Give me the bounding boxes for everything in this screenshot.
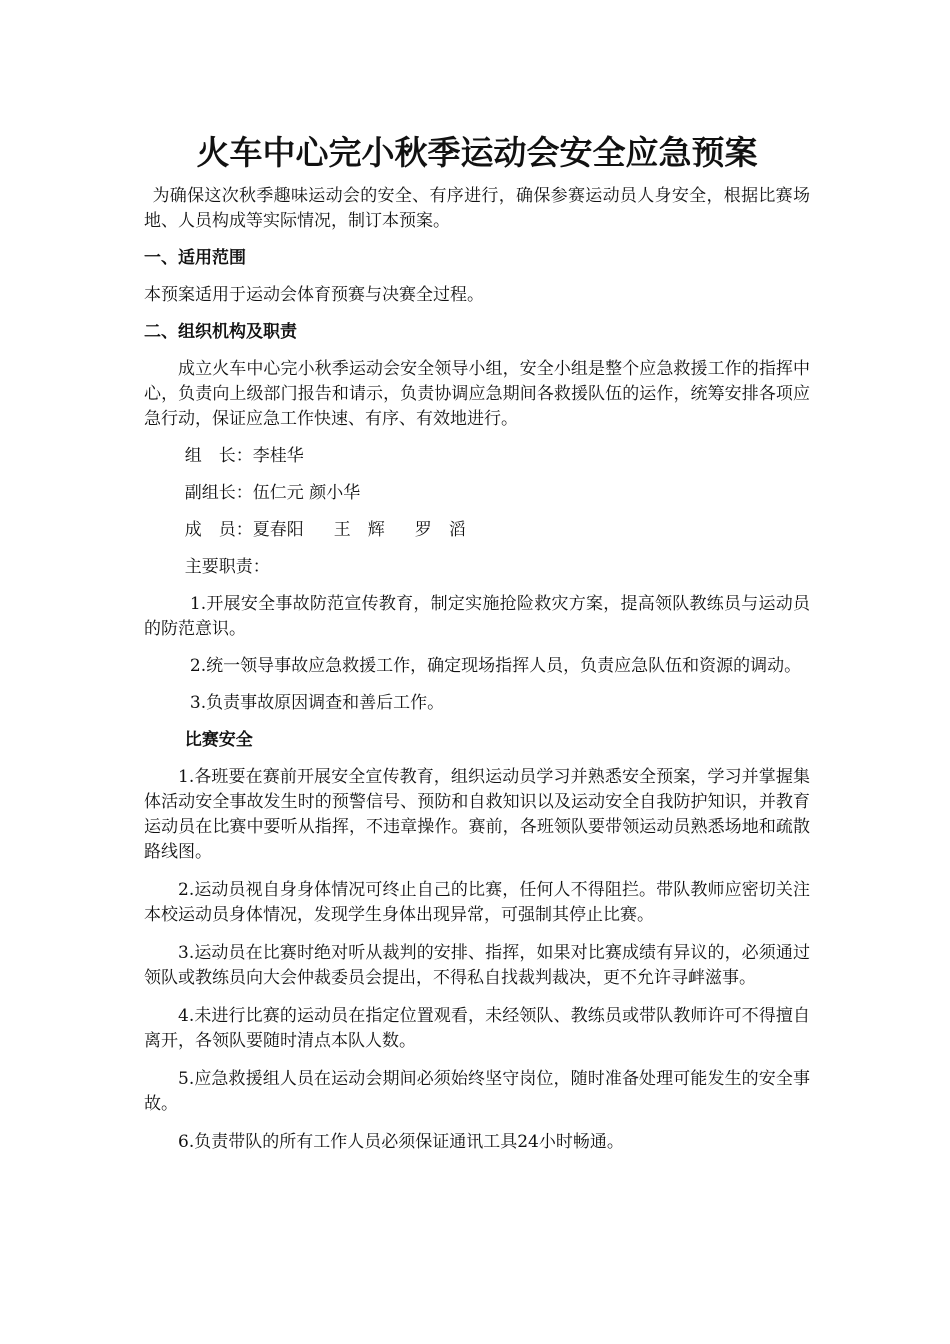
- intro-paragraph: 为确保这次秋季趣味运动会的安全、有序进行，确保参赛运动员人身安全，根据比赛场地、人员构成等实际情况，制订本预案。: [144, 186, 810, 231]
- member-name: 王 辉: [333, 520, 385, 540]
- members-label: 成 员：: [184, 520, 253, 540]
- section-heading-competition-safety: 比赛安全: [184, 730, 253, 750]
- competition-item: 2.运动员视自身身体情况可终止自己的比赛，任何人不得阻拦。带队教师应密切关注本校运动员身体情况，发现学生身体出现异常，可强制其停止比赛。: [144, 880, 810, 925]
- document-page: [144, 128, 810, 1155]
- duty-item: 2.统一领导事故应急救援工作，确定现场指挥人员，负责应急队伍和资源的调动。: [189, 656, 802, 676]
- competition-item: 6.负责带队的所有工作人员必须保证通讯工具24小时畅通。: [178, 1132, 624, 1152]
- duties-label: 主要职责：: [184, 557, 270, 577]
- competition-item: 4.未进行比赛的运动员在指定位置观看，未经领队、教练员或带队教师许可不得擅自离开，各领队要随时清点本队人数。: [144, 1006, 810, 1051]
- document-title: 火车中心完小秋季运动会安全应急预案: [196, 133, 758, 172]
- section-heading-organization: 二、组织机构及职责: [144, 322, 297, 342]
- competition-item: 5.应急救援组人员在运动会期间必须始终坚守岗位，随时准备处理可能发生的安全事故。: [144, 1069, 810, 1114]
- member-name: 夏春阳: [252, 520, 304, 540]
- members-line: [144, 518, 810, 543]
- organization-paragraph: 成立火车中心完小秋季运动会安全领导小组，安全小组是整个应急救援工作的指挥中心，负责向上级部门报告和请示，负责协调应急期间各救援队伍的运作，统筹安排各项应急行动，保证应急工作快速、有序、有效地进行。: [144, 359, 810, 429]
- competition-item: 1.各班要在赛前开展安全宣传教育，组织运动员学习并熟悉安全预案，学习并掌握集体活动安全事故发生时的预警信号、预防和自救知识以及运动安全自我防护知识，并教育运动员在比赛中要听从指挥，不违章操作。赛前，各班领队要带领运动员熟悉场地和疏散路线图。: [144, 767, 810, 862]
- member-name: 罗 滔: [414, 520, 466, 540]
- competition-item: 3.运动员在比赛时绝对听从裁判的安排、指挥，如果对比赛成绩有异议的，必须通过领队或教练员向大会仲裁委员会提出，不得私自找裁判裁决，更不允许寻衅滋事。: [144, 943, 810, 988]
- duty-item: 1.开展安全事故防范宣传教育，制定实施抢险救灾方案，提高领队教练员与运动员的防范意识。: [144, 594, 810, 639]
- scope-paragraph: 本预案适用于运动会体育预赛与决赛全过程。: [144, 285, 484, 305]
- section-heading-scope: 一、适用范围: [144, 248, 246, 268]
- duty-item: 3.负责事故原因调查和善后工作。: [189, 693, 445, 713]
- deputy-leader-line: 副组长：伍仁元 颜小华: [184, 483, 361, 503]
- leader-line: 组 长：李桂华: [184, 446, 304, 466]
